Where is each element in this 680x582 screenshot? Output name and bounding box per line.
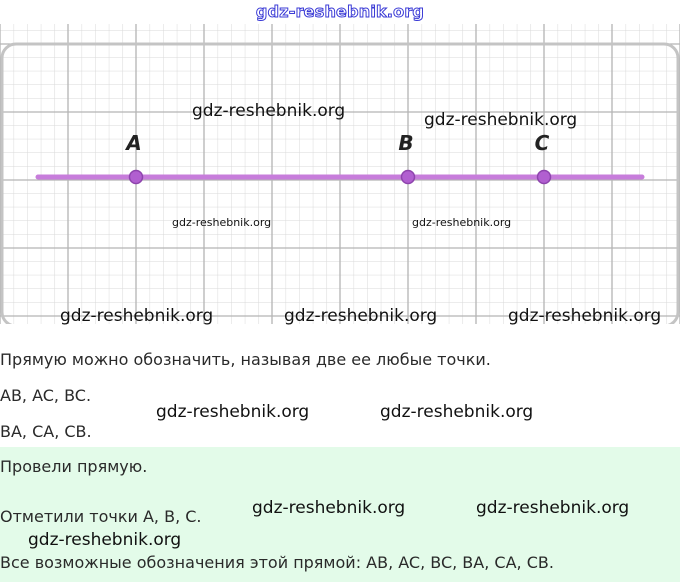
point-c [538,171,551,184]
watermark: gdz-reshebnik.org [508,306,662,326]
watermark: gdz-reshebnik.org [424,110,578,130]
point-label-b: B [398,131,414,155]
watermark: gdz-reshebnik.org [172,216,272,229]
notation-list-2: BA, CA, CB. [0,422,92,441]
answer-line-1: Провели прямую. [0,457,148,476]
watermark: gdz-reshebnik.org [380,402,534,422]
watermark: gdz-reshebnik.org [252,498,406,518]
point-label-a: A [126,131,142,155]
watermark: gdz-reshebnik.org [28,530,182,550]
watermark: gdz-reshebnik.org [476,498,630,518]
notation-list-1: AB, AC, BC. [0,386,92,405]
point-b [402,171,415,184]
grid-figure [0,24,680,324]
watermark: gdz-reshebnik.org [156,402,310,422]
answer-line-2: Отметили точки A, B, C. [0,507,202,526]
watermark: gdz-reshebnik.org [60,306,214,326]
watermark: gdz-reshebnik.org [284,306,438,326]
answer-line-3: Все возможные обозначения этой прямой: AB, AC, BC, BA, CA, CB. [0,553,554,572]
point-label-c: C [534,131,550,155]
explanation-text: Прямую можно обозначить, называя две ее любые точки. [0,350,491,369]
watermark: gdz-reshebnik.org [412,216,512,229]
point-a [130,171,143,184]
watermark: gdz-reshebnik.org [192,101,346,121]
site-header-watermark: gdz-reshebnik.org [255,2,425,21]
